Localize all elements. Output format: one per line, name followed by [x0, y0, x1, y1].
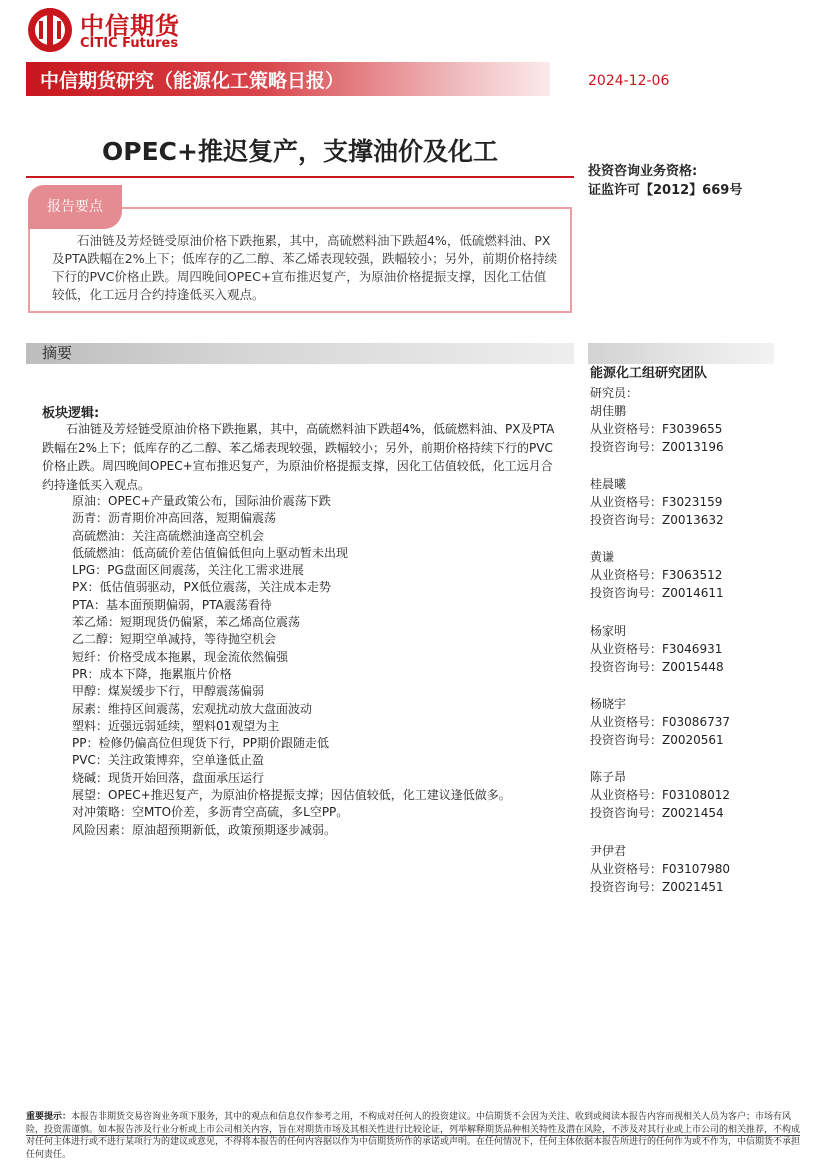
member-name: 陈子昂 [590, 770, 627, 784]
member-consulting-number: 投资咨询号：Z0015448 [590, 660, 724, 674]
license-value: 证监许可【2012】669号 [588, 183, 743, 198]
member-name: 黄谦 [590, 550, 615, 564]
member-qualification-number: 从业资格号：F3063512 [590, 568, 723, 582]
list-item: 原油：OPEC+产量政策公布，国际油价震荡下跌 [72, 494, 331, 508]
member-qualification-number: 从业资格号：F3039655 [590, 422, 723, 436]
member-qualification-number: 从业资格号：F03086737 [590, 715, 730, 729]
list-item: 烧碱：现货开始回落，盘面承压运行 [72, 770, 265, 785]
list-item: 苯乙烯：短期现货仍偏紧，苯乙烯高位震荡 [72, 615, 301, 630]
list-item: 低硫燃油：低高硫价差估值偏低但向上驱动暂未出现 [72, 545, 349, 560]
team-role-label: 研究员： [590, 386, 639, 400]
list-item: PVC：关注政策博弈，空单逢低止盈 [72, 753, 264, 768]
disclaimer-text: 本报告非期货交易咨询业务项下服务，其中的观点和信息仅作参考之用，不构成对任何人的投资建议。中信期货不会因为关注、收到或阅读本报告内容而视相关人员为客户；市场有风险，投资需谨慎。如本报告涉及行业分析或上市公司相关内容，旨在对期货市场及其相关性进行比较论证，列举解释期货品种相关特性及潜在风险，不涉及对其行业或上市公司的相关推荐，不构成对任何主体进行或不进行某项行为的建议或意见，不得将本报告的任何内容据以作为中信期货所作的承诺或声明。在任何情况下，任何主体依据本报告所进行的任何作为或不作为，中信期货不承担任何责任。 [26, 1112, 801, 1160]
team-member [590, 768, 790, 822]
list-item: 沥青：沥青期价冲高回落，短期偏震荡 [72, 511, 277, 526]
summary-heading: 摘要 [42, 344, 73, 362]
team-header-bar [588, 343, 774, 364]
list-item: LPG：PG盘面区间震荡，关注化工需求进展 [72, 563, 304, 578]
list-item: PR：成本下降，拖累瓶片价格 [72, 666, 232, 681]
team-member [590, 475, 790, 529]
member-qualification-number: 从业资格号：F03107980 [590, 862, 730, 876]
member-consulting-number: 投资咨询号：Z0013632 [590, 513, 724, 527]
summary-header-bar [26, 343, 574, 364]
list-item: 尿素：维持区间震荡，宏观扰动放大盘面波动 [72, 701, 313, 716]
report-series-title: 中信期货研究（能源化工策略日报） [40, 70, 345, 92]
team-member [590, 622, 790, 676]
member-consulting-number: 投资咨询号：Z0021451 [590, 880, 724, 894]
sector-logic-paragraph: 石油链及芳烃链受原油价格下跌拖累，其中，高硫燃料油下跌超4%，低硫燃料油、PX及PTA跌幅在2%上下；低库存的乙二醇、苯乙烯表现较强，跌幅较小；另外，前期价格持续下行的PVC价格止跌。周四晚间OPEC+宣布推迟复产，为原油价格提振支撑，因化工估值较低，化工远月合约持逢低买入观点。 [42, 422, 555, 492]
list-item: 展望：OPEC+推迟复产，为原油价格提振支撑；因估值较低，化工建议逢低做多。 [72, 788, 511, 803]
report-date: 2024-12-06 [588, 73, 670, 89]
member-consulting-number: 投资咨询号：Z0013196 [590, 440, 724, 454]
team-member [590, 842, 790, 896]
list-item: 对冲策略：空MTO价差，多沥青空高硫，多L空PP。 [72, 805, 349, 820]
citic-logo-icon [26, 6, 74, 54]
member-consulting-number: 投资咨询号：Z0020561 [590, 733, 724, 747]
logo-chinese-name: 中信期货 [80, 12, 180, 40]
list-item: PX：低估值弱驱动，PX低位震荡，关注成本走势 [72, 580, 331, 595]
member-qualification-number: 从业资格号：F3023159 [590, 495, 723, 509]
list-item: 风险因素：原油超预期新低，政策预期逐步减弱。 [72, 822, 337, 837]
disclaimer-label: 重要提示： [26, 1112, 72, 1122]
list-item: 高硫燃油：关注高硫燃油逢高空机会 [72, 528, 265, 543]
sector-logic-heading: 板块逻辑: [42, 406, 100, 421]
license-label: 投资咨询业务资格: [588, 164, 698, 179]
member-name: 杨家明 [590, 624, 627, 638]
team-title: 能源化工组研究团队 [590, 366, 708, 381]
member-qualification-number: 从业资格号：F03108012 [590, 788, 730, 802]
list-item: PTA：基本面预期偏弱，PTA震荡看待 [72, 597, 272, 612]
member-name: 桂晨曦 [590, 477, 627, 491]
list-item: 甲醇：煤炭缓步下行，甲醇震荡偏弱 [72, 684, 265, 699]
member-qualification-number: 从业资格号：F3046931 [590, 642, 723, 656]
team-member [590, 402, 790, 456]
disclaimer [26, 1111, 800, 1161]
sector-outlook-list [72, 493, 572, 839]
list-item: 乙二醇：短期空单减持，等待抛空机会 [72, 632, 277, 647]
page-title: OPEC+推迟复产，支撑油价及化工 [102, 137, 498, 166]
member-consulting-number: 投资咨询号：Z0014611 [590, 586, 724, 600]
list-item: PP：检修仍偏高位但现货下行，PP期价跟随走低 [72, 736, 329, 751]
member-name: 胡佳鹏 [590, 404, 627, 418]
member-name: 杨晓宇 [590, 697, 627, 711]
key-points-text: 石油链及芳烃链受原油价格下跌拖累，其中，高硫燃料油下跌超4%，低硫燃料油、PX及PTA跌幅在2%上下；低库存的乙二醇、苯乙烯表现较强，跌幅较小；另外，前期价格持续下行的PVC价格止跌。周四晚间OPEC+宣布推迟复产，为原油价格提振支撑，因化工估值较低，化工远月合约持逢低买入观点。 [52, 233, 558, 302]
member-name: 尹伊君 [590, 844, 627, 858]
key-points-tab: 报告要点 [28, 185, 122, 229]
list-item: 短纤：价格受成本拖累，现金流依然偏强 [72, 649, 289, 664]
team-member [590, 695, 790, 749]
logo-english-name: CITIC Futures [80, 36, 179, 51]
list-item: 塑料：近强远弱延续，塑料01观望为主 [72, 718, 280, 733]
team-member [590, 548, 790, 602]
title-divider [26, 176, 574, 178]
member-consulting-number: 投资咨询号：Z0021454 [590, 806, 724, 820]
